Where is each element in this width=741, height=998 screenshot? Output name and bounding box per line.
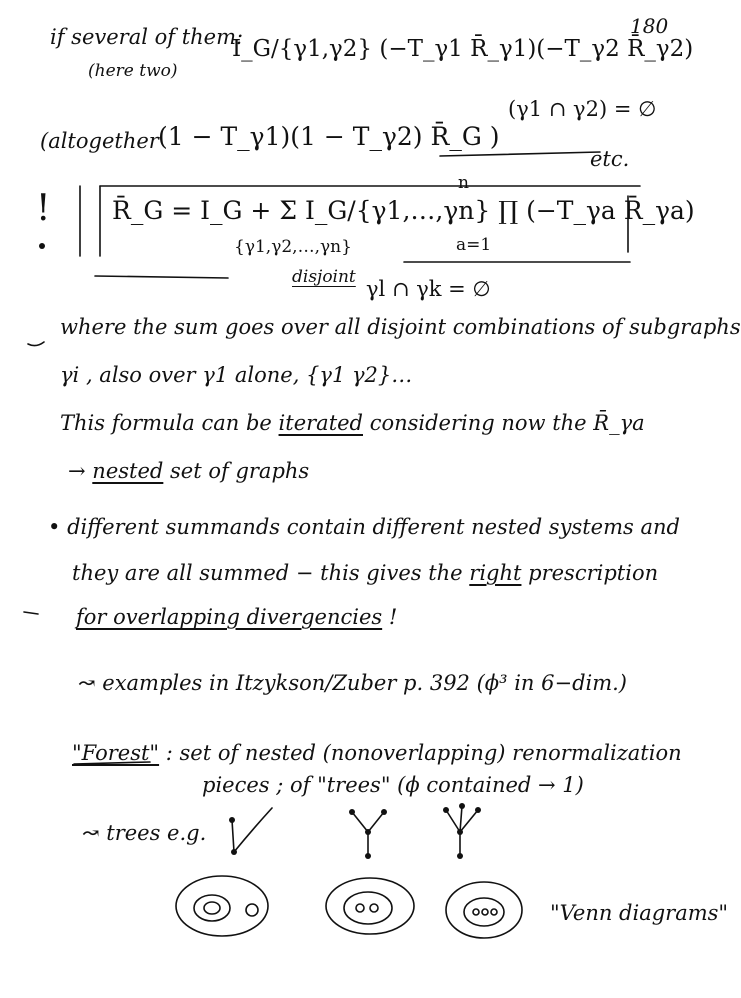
boxed-sum-subscript: {γ1,γ2,…,γn}: [234, 237, 352, 257]
disjoint-condition: γl ∩ γk = ∅: [366, 277, 491, 301]
venn-diagram-1: [176, 876, 268, 936]
header-formula: I_G/{γ1,γ2} (−T_γ1 R̄_γ1)(−T_γ2 R̄_γ2): [232, 36, 694, 62]
margin-dash: [24, 612, 38, 614]
header-prefix: if several of them:: [50, 25, 244, 49]
body-line-3: This formula can be iterated considering now the R̄_γa: [60, 411, 645, 435]
body-line-5: • different summands contain different nested systems and: [48, 515, 680, 539]
margin-mark: [28, 342, 44, 346]
tree-nodes: [39, 243, 481, 859]
boxed-prod-bottom: a=1: [456, 235, 492, 255]
header-condition: (γ1 ∩ γ2) = ∅: [508, 97, 657, 121]
box-bottom-line-left: [95, 276, 228, 278]
tree-icon-1: [232, 808, 272, 852]
body-line-2: γi , also over γ1 alone, {γ1 γ2}…: [60, 363, 413, 387]
overall-etc: etc.: [590, 147, 630, 171]
body-line-1: where the sum goes over all disjoint combinations of subgraphs: [60, 315, 741, 339]
forest-underline: [74, 762, 150, 764]
venn-diagram-2: [326, 878, 414, 934]
overall-formula: (1 − T_γ1)(1 − T_γ2) R̄_G ): [158, 122, 500, 151]
body-line-11: ↝ trees e.g.: [82, 821, 207, 845]
exclamation-mark: !: [36, 188, 51, 229]
venn-label: "Venn diagrams": [550, 901, 729, 925]
body-line-4: → nested set of graphs: [68, 459, 310, 483]
body-line-10: pieces ; of "trees" (ϕ contained → 1): [202, 773, 584, 797]
boxed-formula: R̄_G = I_G + Σ I_G/{γ1,…,γn} ∏ (−T_γa R̄_γa): [112, 196, 695, 225]
body-line-6: they are all summed − this gives the right prescription: [72, 561, 659, 585]
header-underline: [440, 152, 600, 156]
body-line-9: "Forest" : set of nested (nonoverlapping) renormalization: [72, 741, 682, 765]
venn-diagram-3: [446, 882, 522, 938]
overall-label: (altogether: [40, 129, 159, 153]
header-under: (here two): [88, 61, 178, 81]
body-line-8: ↝ examples in Itzykson/Zuber p. 392 (ϕ³ in 6−dim.): [78, 671, 628, 695]
disjoint-label: disjoint: [292, 267, 356, 287]
boxed-prod-top: n: [458, 173, 469, 193]
page-number: 180: [630, 14, 669, 38]
body-line-7: for overlapping divergencies !: [76, 605, 398, 629]
